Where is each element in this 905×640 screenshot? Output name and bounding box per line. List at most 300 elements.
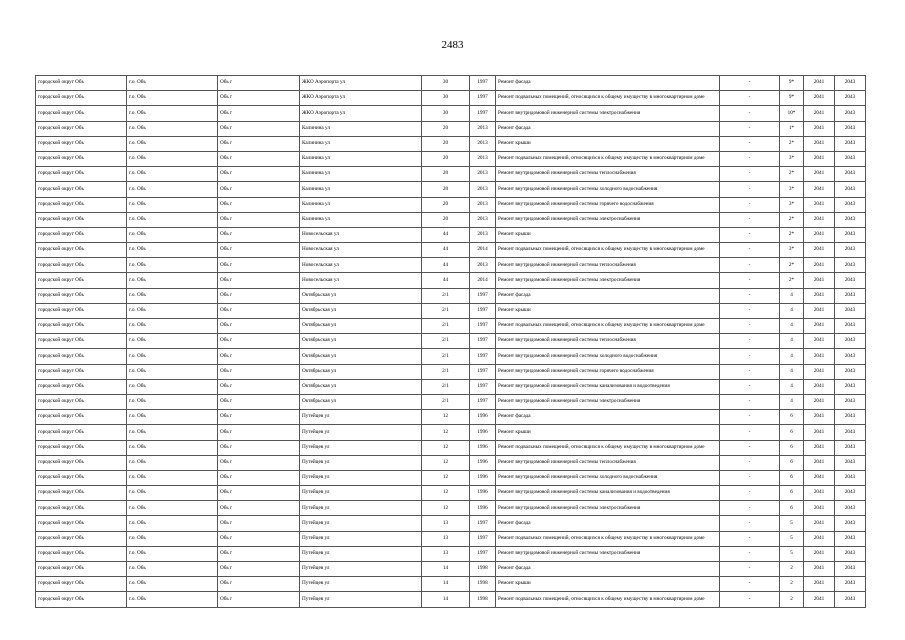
table-row bbox=[36, 258, 866, 273]
table-row bbox=[36, 91, 866, 106]
locality-cell: Обь г bbox=[218, 121, 300, 136]
year-cell: 2013 bbox=[470, 121, 496, 136]
start-year-cell: 2041 bbox=[804, 410, 835, 425]
end-year-cell: 2043 bbox=[835, 121, 866, 136]
work-type-cell: Ремонт внутридомовой инженерной системы электроснабжения bbox=[496, 394, 720, 409]
locality-cell: Обь г bbox=[218, 592, 300, 607]
start-year-cell: 2041 bbox=[804, 531, 835, 546]
municipality-cell: городской округ Обь bbox=[36, 379, 127, 394]
municipality-cell: городской округ Обь bbox=[36, 546, 127, 561]
municipality-cell: городской округ Обь bbox=[36, 243, 127, 258]
street-cell: Новосельская ул bbox=[300, 258, 422, 273]
dash-cell: - bbox=[720, 516, 780, 531]
city-district-cell: г.о. Обь bbox=[127, 167, 218, 182]
start-year-cell: 2041 bbox=[804, 440, 835, 455]
end-year-cell: 2043 bbox=[835, 76, 866, 91]
year-cell: 1997 bbox=[470, 394, 496, 409]
work-type-cell: Ремонт внутридомовой инженерной системы электроснабжения bbox=[496, 501, 720, 516]
table-row bbox=[36, 592, 866, 607]
end-year-cell: 2043 bbox=[835, 516, 866, 531]
municipality-cell: городской округ Обь bbox=[36, 76, 127, 91]
dash-cell: - bbox=[720, 273, 780, 288]
work-type-cell: Ремонт внутридомовой инженерной системы теплоснабжения bbox=[496, 455, 720, 470]
table-row bbox=[36, 76, 866, 91]
street-cell: Новосельская ул bbox=[300, 227, 422, 242]
end-year-cell: 2043 bbox=[835, 592, 866, 607]
house-number-cell: 20 bbox=[422, 212, 470, 227]
year-cell: 1997 bbox=[470, 106, 496, 121]
house-number-cell: 12 bbox=[422, 486, 470, 501]
city-district-cell: г.о. Обь bbox=[127, 531, 218, 546]
start-year-cell: 2041 bbox=[804, 319, 835, 334]
municipality-cell: городской округ Обь bbox=[36, 455, 127, 470]
house-number-cell: 30 bbox=[422, 106, 470, 121]
end-year-cell: 2043 bbox=[835, 379, 866, 394]
table-row bbox=[36, 577, 866, 592]
value-cell: 6 bbox=[780, 501, 804, 516]
repair-schedule-table bbox=[35, 75, 866, 608]
value-cell: 5 bbox=[780, 516, 804, 531]
value-cell: 10* bbox=[780, 106, 804, 121]
value-cell: 2* bbox=[780, 258, 804, 273]
start-year-cell: 2041 bbox=[804, 364, 835, 379]
table-row bbox=[36, 182, 866, 197]
table-row bbox=[36, 425, 866, 440]
end-year-cell: 2043 bbox=[835, 425, 866, 440]
locality-cell: Обь г bbox=[218, 470, 300, 485]
table-row bbox=[36, 212, 866, 227]
year-cell: 1996 bbox=[470, 501, 496, 516]
house-number-cell: 20 bbox=[422, 167, 470, 182]
value-cell: 5 bbox=[780, 531, 804, 546]
table-row bbox=[36, 470, 866, 485]
year-cell: 1997 bbox=[470, 364, 496, 379]
year-cell: 1997 bbox=[470, 516, 496, 531]
work-type-cell: Ремонт крыши bbox=[496, 425, 720, 440]
city-district-cell: г.о. Обь bbox=[127, 455, 218, 470]
year-cell: 2013 bbox=[470, 212, 496, 227]
municipality-cell: городской округ Обь bbox=[36, 440, 127, 455]
dash-cell: - bbox=[720, 151, 780, 166]
table-body bbox=[36, 76, 866, 608]
year-cell: 1996 bbox=[470, 440, 496, 455]
locality-cell: Обь г bbox=[218, 136, 300, 151]
value-cell: 2 bbox=[780, 562, 804, 577]
end-year-cell: 2043 bbox=[835, 440, 866, 455]
work-type-cell: Ремонт крыши bbox=[496, 303, 720, 318]
street-cell: Октябрьская ул bbox=[300, 334, 422, 349]
work-type-cell: Ремонт внутридомовой инженерной системы электроснабжения bbox=[496, 212, 720, 227]
work-type-cell: Ремонт внутридомовой инженерной системы теплоснабжения bbox=[496, 167, 720, 182]
table-row bbox=[36, 243, 866, 258]
end-year-cell: 2043 bbox=[835, 106, 866, 121]
municipality-cell: городской округ Обь bbox=[36, 197, 127, 212]
city-district-cell: г.о. Обь bbox=[127, 182, 218, 197]
locality-cell: Обь г bbox=[218, 546, 300, 561]
start-year-cell: 2041 bbox=[804, 470, 835, 485]
house-number-cell: 20 bbox=[422, 182, 470, 197]
work-type-cell: Ремонт фасада bbox=[496, 76, 720, 91]
municipality-cell: городской округ Обь bbox=[36, 470, 127, 485]
house-number-cell: 13 bbox=[422, 516, 470, 531]
street-cell: Путейцев ул bbox=[300, 592, 422, 607]
municipality-cell: городской округ Обь bbox=[36, 136, 127, 151]
dash-cell: - bbox=[720, 91, 780, 106]
street-cell: Путейцев ул bbox=[300, 470, 422, 485]
year-cell: 1996 bbox=[470, 425, 496, 440]
municipality-cell: городской округ Обь bbox=[36, 349, 127, 364]
house-number-cell: 2/1 bbox=[422, 364, 470, 379]
locality-cell: Обь г bbox=[218, 151, 300, 166]
street-cell: Путейцев ул bbox=[300, 516, 422, 531]
street-cell: Новосельская ул bbox=[300, 243, 422, 258]
table-row bbox=[36, 288, 866, 303]
city-district-cell: г.о. Обь bbox=[127, 288, 218, 303]
year-cell: 1997 bbox=[470, 76, 496, 91]
start-year-cell: 2041 bbox=[804, 349, 835, 364]
house-number-cell: 14 bbox=[422, 562, 470, 577]
dash-cell: - bbox=[720, 197, 780, 212]
start-year-cell: 2041 bbox=[804, 577, 835, 592]
municipality-cell: городской округ Обь bbox=[36, 182, 127, 197]
table-row bbox=[36, 486, 866, 501]
city-district-cell: г.о. Обь bbox=[127, 273, 218, 288]
end-year-cell: 2043 bbox=[835, 546, 866, 561]
start-year-cell: 2041 bbox=[804, 121, 835, 136]
city-district-cell: г.о. Обь bbox=[127, 106, 218, 121]
year-cell: 2013 bbox=[470, 182, 496, 197]
work-type-cell: Ремонт подвальных помещений, относящихся к общему имуществу в многоквартирном доме bbox=[496, 151, 720, 166]
municipality-cell: городской округ Обь bbox=[36, 516, 127, 531]
dash-cell: - bbox=[720, 562, 780, 577]
locality-cell: Обь г bbox=[218, 76, 300, 91]
end-year-cell: 2043 bbox=[835, 562, 866, 577]
work-type-cell: Ремонт фасада bbox=[496, 288, 720, 303]
table-row bbox=[36, 136, 866, 151]
house-number-cell: 2/1 bbox=[422, 334, 470, 349]
house-number-cell: 12 bbox=[422, 470, 470, 485]
work-type-cell: Ремонт внутридомовой инженерной системы теплоснабжения bbox=[496, 258, 720, 273]
dash-cell: - bbox=[720, 167, 780, 182]
locality-cell: Обь г bbox=[218, 455, 300, 470]
value-cell: 6 bbox=[780, 425, 804, 440]
value-cell: 4 bbox=[780, 379, 804, 394]
value-cell: 4 bbox=[780, 394, 804, 409]
street-cell: Путейцев ул bbox=[300, 562, 422, 577]
dash-cell: - bbox=[720, 577, 780, 592]
end-year-cell: 2043 bbox=[835, 91, 866, 106]
locality-cell: Обь г bbox=[218, 364, 300, 379]
start-year-cell: 2041 bbox=[804, 243, 835, 258]
house-number-cell: 14 bbox=[422, 577, 470, 592]
work-type-cell: Ремонт подвальных помещений, относящихся к общему имуществу в многоквартирном доме bbox=[496, 243, 720, 258]
house-number-cell: 12 bbox=[422, 501, 470, 516]
year-cell: 1997 bbox=[470, 319, 496, 334]
municipality-cell: городской округ Обь bbox=[36, 531, 127, 546]
dash-cell: - bbox=[720, 258, 780, 273]
street-cell: Путейцев ул bbox=[300, 531, 422, 546]
end-year-cell: 2043 bbox=[835, 334, 866, 349]
city-district-cell: г.о. Обь bbox=[127, 394, 218, 409]
end-year-cell: 2043 bbox=[835, 394, 866, 409]
year-cell: 1996 bbox=[470, 410, 496, 425]
dash-cell: - bbox=[720, 394, 780, 409]
street-cell: Новосельская ул bbox=[300, 273, 422, 288]
house-number-cell: 20 bbox=[422, 151, 470, 166]
city-district-cell: г.о. Обь bbox=[127, 425, 218, 440]
start-year-cell: 2041 bbox=[804, 379, 835, 394]
year-cell: 1997 bbox=[470, 303, 496, 318]
start-year-cell: 2041 bbox=[804, 501, 835, 516]
dash-cell: - bbox=[720, 470, 780, 485]
city-district-cell: г.о. Обь bbox=[127, 319, 218, 334]
locality-cell: Обь г bbox=[218, 227, 300, 242]
start-year-cell: 2041 bbox=[804, 288, 835, 303]
table-row bbox=[36, 546, 866, 561]
locality-cell: Обь г bbox=[218, 501, 300, 516]
work-type-cell: Ремонт внутридомовой инженерной системы горячего водоснабжения bbox=[496, 197, 720, 212]
street-cell: Путейцев ул bbox=[300, 425, 422, 440]
city-district-cell: г.о. Обь bbox=[127, 379, 218, 394]
house-number-cell: 12 bbox=[422, 410, 470, 425]
dash-cell: - bbox=[720, 486, 780, 501]
house-number-cell: 2/1 bbox=[422, 288, 470, 303]
dash-cell: - bbox=[720, 121, 780, 136]
value-cell: 2 bbox=[780, 577, 804, 592]
work-type-cell: Ремонт фасада bbox=[496, 562, 720, 577]
house-number-cell: 2/1 bbox=[422, 303, 470, 318]
work-type-cell: Ремонт внутридомовой инженерной системы электроснабжения bbox=[496, 106, 720, 121]
municipality-cell: городской округ Обь bbox=[36, 334, 127, 349]
street-cell: Путейцев ул bbox=[300, 455, 422, 470]
dash-cell: - bbox=[720, 227, 780, 242]
value-cell: 2* bbox=[780, 167, 804, 182]
municipality-cell: городской округ Обь bbox=[36, 288, 127, 303]
locality-cell: Обь г bbox=[218, 91, 300, 106]
value-cell: 5 bbox=[780, 546, 804, 561]
locality-cell: Обь г bbox=[218, 106, 300, 121]
municipality-cell: городской округ Обь bbox=[36, 227, 127, 242]
year-cell: 2014 bbox=[470, 243, 496, 258]
dash-cell: - bbox=[720, 531, 780, 546]
value-cell: 6 bbox=[780, 486, 804, 501]
value-cell: 9* bbox=[780, 91, 804, 106]
end-year-cell: 2043 bbox=[835, 531, 866, 546]
value-cell: 3* bbox=[780, 197, 804, 212]
city-district-cell: г.о. Обь bbox=[127, 334, 218, 349]
end-year-cell: 2043 bbox=[835, 243, 866, 258]
municipality-cell: городской округ Обь bbox=[36, 394, 127, 409]
start-year-cell: 2041 bbox=[804, 592, 835, 607]
street-cell: ЖКО Аэропорта ул bbox=[300, 76, 422, 91]
city-district-cell: г.о. Обь bbox=[127, 470, 218, 485]
end-year-cell: 2043 bbox=[835, 470, 866, 485]
city-district-cell: г.о. Обь bbox=[127, 349, 218, 364]
locality-cell: Обь г bbox=[218, 394, 300, 409]
city-district-cell: г.о. Обь bbox=[127, 227, 218, 242]
table-row bbox=[36, 106, 866, 121]
dash-cell: - bbox=[720, 303, 780, 318]
dash-cell: - bbox=[720, 455, 780, 470]
locality-cell: Обь г bbox=[218, 577, 300, 592]
municipality-cell: городской округ Обь bbox=[36, 592, 127, 607]
value-cell: 4 bbox=[780, 288, 804, 303]
locality-cell: Обь г bbox=[218, 425, 300, 440]
locality-cell: Обь г bbox=[218, 334, 300, 349]
value-cell: 6 bbox=[780, 470, 804, 485]
locality-cell: Обь г bbox=[218, 258, 300, 273]
table-row bbox=[36, 379, 866, 394]
start-year-cell: 2041 bbox=[804, 303, 835, 318]
end-year-cell: 2043 bbox=[835, 455, 866, 470]
house-number-cell: 44 bbox=[422, 258, 470, 273]
municipality-cell: городской округ Обь bbox=[36, 258, 127, 273]
start-year-cell: 2041 bbox=[804, 258, 835, 273]
street-cell: Калинина ул bbox=[300, 182, 422, 197]
value-cell: 2* bbox=[780, 136, 804, 151]
year-cell: 1997 bbox=[470, 91, 496, 106]
city-district-cell: г.о. Обь bbox=[127, 197, 218, 212]
work-type-cell: Ремонт внутридомовой инженерной системы канализования и водоотведения bbox=[496, 379, 720, 394]
municipality-cell: городской округ Обь bbox=[36, 303, 127, 318]
municipality-cell: городской округ Обь bbox=[36, 486, 127, 501]
year-cell: 1998 bbox=[470, 592, 496, 607]
city-district-cell: г.о. Обь bbox=[127, 76, 218, 91]
municipality-cell: городской округ Обь bbox=[36, 425, 127, 440]
start-year-cell: 2041 bbox=[804, 546, 835, 561]
street-cell: Октябрьская ул bbox=[300, 288, 422, 303]
year-cell: 2013 bbox=[470, 151, 496, 166]
table-row bbox=[36, 334, 866, 349]
city-district-cell: г.о. Обь bbox=[127, 121, 218, 136]
locality-cell: Обь г bbox=[218, 516, 300, 531]
table-row bbox=[36, 349, 866, 364]
start-year-cell: 2041 bbox=[804, 106, 835, 121]
end-year-cell: 2043 bbox=[835, 227, 866, 242]
start-year-cell: 2041 bbox=[804, 334, 835, 349]
year-cell: 2014 bbox=[470, 273, 496, 288]
dash-cell: - bbox=[720, 546, 780, 561]
dash-cell: - bbox=[720, 136, 780, 151]
value-cell: 4 bbox=[780, 319, 804, 334]
dash-cell: - bbox=[720, 76, 780, 91]
work-type-cell: Ремонт крыши bbox=[496, 577, 720, 592]
table-row bbox=[36, 501, 866, 516]
municipality-cell: городской округ Обь bbox=[36, 273, 127, 288]
street-cell: Путейцев ул bbox=[300, 440, 422, 455]
dash-cell: - bbox=[720, 410, 780, 425]
city-district-cell: г.о. Обь bbox=[127, 440, 218, 455]
municipality-cell: городской округ Обь bbox=[36, 577, 127, 592]
value-cell: 6 bbox=[780, 440, 804, 455]
street-cell: Путейцев ул bbox=[300, 501, 422, 516]
end-year-cell: 2043 bbox=[835, 349, 866, 364]
start-year-cell: 2041 bbox=[804, 486, 835, 501]
year-cell: 1997 bbox=[470, 531, 496, 546]
value-cell: 3* bbox=[780, 243, 804, 258]
work-type-cell: Ремонт внутридомовой инженерной системы холодного водоснабжения bbox=[496, 349, 720, 364]
end-year-cell: 2043 bbox=[835, 182, 866, 197]
city-district-cell: г.о. Обь bbox=[127, 410, 218, 425]
year-cell: 2013 bbox=[470, 136, 496, 151]
end-year-cell: 2043 bbox=[835, 410, 866, 425]
end-year-cell: 2043 bbox=[835, 167, 866, 182]
end-year-cell: 2043 bbox=[835, 319, 866, 334]
start-year-cell: 2041 bbox=[804, 167, 835, 182]
city-district-cell: г.о. Обь bbox=[127, 516, 218, 531]
house-number-cell: 20 bbox=[422, 197, 470, 212]
house-number-cell: 2/1 bbox=[422, 394, 470, 409]
year-cell: 1997 bbox=[470, 288, 496, 303]
locality-cell: Обь г bbox=[218, 349, 300, 364]
city-district-cell: г.о. Обь bbox=[127, 546, 218, 561]
start-year-cell: 2041 bbox=[804, 273, 835, 288]
city-district-cell: г.о. Обь bbox=[127, 486, 218, 501]
municipality-cell: городской округ Обь bbox=[36, 91, 127, 106]
year-cell: 2013 bbox=[470, 227, 496, 242]
work-type-cell: Ремонт фасада bbox=[496, 121, 720, 136]
street-cell: Путейцев ул bbox=[300, 410, 422, 425]
start-year-cell: 2041 bbox=[804, 151, 835, 166]
locality-cell: Обь г bbox=[218, 197, 300, 212]
year-cell: 1996 bbox=[470, 455, 496, 470]
street-cell: Путейцев ул bbox=[300, 546, 422, 561]
page-number: 2483 bbox=[441, 39, 464, 51]
locality-cell: Обь г bbox=[218, 243, 300, 258]
house-number-cell: 30 bbox=[422, 76, 470, 91]
dash-cell: - bbox=[720, 319, 780, 334]
municipality-cell: городской округ Обь bbox=[36, 410, 127, 425]
table-row bbox=[36, 455, 866, 470]
dash-cell: - bbox=[720, 425, 780, 440]
house-number-cell: 12 bbox=[422, 440, 470, 455]
dash-cell: - bbox=[720, 379, 780, 394]
value-cell: 2* bbox=[780, 227, 804, 242]
end-year-cell: 2043 bbox=[835, 288, 866, 303]
table-row bbox=[36, 121, 866, 136]
dash-cell: - bbox=[720, 106, 780, 121]
end-year-cell: 2043 bbox=[835, 151, 866, 166]
house-number-cell: 13 bbox=[422, 531, 470, 546]
table-row bbox=[36, 394, 866, 409]
end-year-cell: 2043 bbox=[835, 197, 866, 212]
start-year-cell: 2041 bbox=[804, 425, 835, 440]
city-district-cell: г.о. Обь bbox=[127, 258, 218, 273]
dash-cell: - bbox=[720, 592, 780, 607]
work-type-cell: Ремонт подвальных помещений, относящихся к общему имуществу в многоквартирном доме bbox=[496, 592, 720, 607]
house-number-cell: 44 bbox=[422, 243, 470, 258]
street-cell: ЖКО Аэропорта ул bbox=[300, 91, 422, 106]
table-row bbox=[36, 516, 866, 531]
end-year-cell: 2043 bbox=[835, 486, 866, 501]
value-cell: 6 bbox=[780, 410, 804, 425]
dash-cell: - bbox=[720, 212, 780, 227]
city-district-cell: г.о. Обь bbox=[127, 592, 218, 607]
municipality-cell: городской округ Обь bbox=[36, 121, 127, 136]
work-type-cell: Ремонт фасада bbox=[496, 516, 720, 531]
value-cell: 1* bbox=[780, 121, 804, 136]
house-number-cell: 20 bbox=[422, 136, 470, 151]
start-year-cell: 2041 bbox=[804, 394, 835, 409]
locality-cell: Обь г bbox=[218, 531, 300, 546]
city-district-cell: г.о. Обь bbox=[127, 364, 218, 379]
table-row bbox=[36, 364, 866, 379]
city-district-cell: г.о. Обь bbox=[127, 212, 218, 227]
street-cell: Калинина ул bbox=[300, 167, 422, 182]
value-cell: 3* bbox=[780, 151, 804, 166]
street-cell: Октябрьская ул bbox=[300, 349, 422, 364]
work-type-cell: Ремонт внутридомовой инженерной системы холодного водоснабжения bbox=[496, 182, 720, 197]
